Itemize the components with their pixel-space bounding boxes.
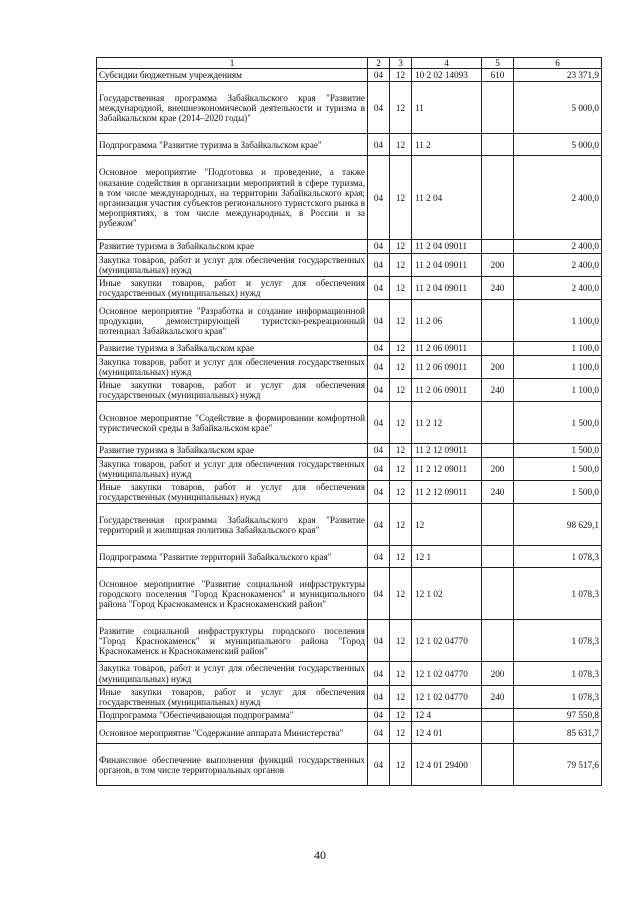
row-expense-type: 240 (482, 277, 514, 300)
row-amount: 1 078,3 (514, 568, 602, 620)
row-target-code: 12 1 02 04770 (412, 662, 482, 685)
header-col-1: 1 (97, 58, 368, 69)
row-expense-type (482, 300, 514, 342)
row-amount: 5 000,0 (514, 134, 602, 156)
row-subsection: 12 (390, 744, 412, 786)
table-row (97, 568, 602, 620)
table-row (97, 722, 602, 744)
row-expense-type (482, 342, 514, 355)
row-expense-type (482, 722, 514, 744)
row-target-code: 11 (412, 82, 482, 134)
row-expense-type (482, 709, 514, 722)
table-row (97, 69, 602, 82)
table-row (97, 662, 602, 685)
row-target-code: 12 1 02 (412, 568, 482, 620)
row-subsection: 12 (390, 457, 412, 480)
row-target-code: 11 2 04 09011 (412, 240, 482, 253)
row-name: Субсидии бюджетным учреждениям (97, 69, 368, 82)
row-expense-type (482, 744, 514, 786)
header-col-3: 3 (390, 58, 412, 69)
row-name: Основное мероприятие "Подготовка и проведение, а также оказание содействия в организации мероприятий в сфере туризма, в том числе международных, на территории Забайкальского края; организация участия субъектов регионального туристского рынка в мероприятиях, в том числе международных, в России и за рубежом" (97, 156, 368, 240)
row-name: Иные закупки товаров, работ и услуг для обеспечения государственных (муниципальных) нужд (97, 685, 368, 708)
row-subsection: 12 (390, 444, 412, 457)
header-col-2: 2 (368, 58, 390, 69)
row-name: Основное мероприятие "Развитие социальной инфраструктуры городского поселения "Город Краснокаменск" и муниципального района "Город Краснокаменск и Краснокаменский район" (97, 568, 368, 620)
row-name: Иные закупки товаров, работ и услуг для обеспечения государственных (муниципальных) нужд (97, 277, 368, 300)
row-section: 04 (368, 444, 390, 457)
row-expense-type: 240 (482, 685, 514, 708)
row-subsection: 12 (390, 277, 412, 300)
row-expense-type (482, 620, 514, 662)
row-section: 04 (368, 722, 390, 744)
row-amount: 1 078,3 (514, 685, 602, 708)
row-subsection: 12 (390, 69, 412, 82)
row-section: 04 (368, 568, 390, 620)
row-name: Основное мероприятие "Разработка и создание информационной продукции, демонстрирующей туристско-рекреационный потенциал Забайкальского края" (97, 300, 368, 342)
budget-table (96, 57, 602, 786)
row-section: 04 (368, 662, 390, 685)
row-expense-type: 240 (482, 379, 514, 402)
table-row (97, 546, 602, 568)
row-amount: 1 078,3 (514, 662, 602, 685)
row-subsection: 12 (390, 156, 412, 240)
row-name: Финансовое обеспечение выполнения функций государственных органов, в том числе территориальных органов (97, 744, 368, 786)
row-section: 04 (368, 402, 390, 444)
budget-table-body (97, 58, 602, 786)
row-section: 04 (368, 156, 390, 240)
row-name: Закупка товаров, работ и услуг для обеспечения государственных (муниципальных) нужд (97, 457, 368, 480)
table-row (97, 457, 602, 480)
row-section: 04 (368, 342, 390, 355)
row-amount: 1 500,0 (514, 481, 602, 504)
row-expense-type: 200 (482, 253, 514, 276)
row-name: Государственная программа Забайкальского края "Развитие территорий и жилищная политика Забайкальского края" (97, 504, 368, 546)
row-target-code: 11 2 04 (412, 156, 482, 240)
row-name: Развитие туризма в Забайкальском крае (97, 342, 368, 355)
row-section: 04 (368, 504, 390, 546)
row-subsection: 12 (390, 342, 412, 355)
row-subsection: 12 (390, 722, 412, 744)
row-subsection: 12 (390, 685, 412, 708)
row-name: Развитие туризма в Забайкальском крае (97, 240, 368, 253)
row-expense-type (482, 82, 514, 134)
table-row (97, 402, 602, 444)
row-name: Основное мероприятие "Содействие в формировании комфортной туристической среды в Забайкальском крае" (97, 402, 368, 444)
row-amount: 23 371,9 (514, 69, 602, 82)
table-row (97, 744, 602, 786)
row-target-code: 11 2 06 09011 (412, 342, 482, 355)
row-name: Развитие социальной инфраструктуры городского поселения "Город Краснокаменск" и муниципального района "Город Краснокаменск и Краснокаменский район" (97, 620, 368, 662)
row-section: 04 (368, 709, 390, 722)
row-subsection: 12 (390, 82, 412, 134)
row-subsection: 12 (390, 355, 412, 378)
row-section: 04 (368, 744, 390, 786)
row-subsection: 12 (390, 568, 412, 620)
row-target-code: 11 2 12 09011 (412, 481, 482, 504)
row-target-code: 11 2 04 09011 (412, 277, 482, 300)
row-name: Основное мероприятие "Содержание аппарата Министерства" (97, 722, 368, 744)
row-target-code: 11 2 (412, 134, 482, 156)
row-section: 04 (368, 685, 390, 708)
row-amount: 1 100,0 (514, 342, 602, 355)
row-section: 04 (368, 277, 390, 300)
row-name: Подпрограмма "Обеспечивающая подпрограмма" (97, 709, 368, 722)
row-target-code: 12 1 02 04770 (412, 685, 482, 708)
row-target-code: 11 2 04 09011 (412, 253, 482, 276)
row-name: Подпрограмма "Развитие туризма в Забайкальском крае" (97, 134, 368, 156)
row-subsection: 12 (390, 662, 412, 685)
row-subsection: 12 (390, 134, 412, 156)
row-target-code: 12 4 01 (412, 722, 482, 744)
row-expense-type: 240 (482, 481, 514, 504)
row-target-code: 12 4 01 29400 (412, 744, 482, 786)
row-expense-type: 200 (482, 457, 514, 480)
row-name: Государственная программа Забайкальского края "Развитие международной, внешнеэкономической деятельности и туризма в Забайкальском крае (2014–2020 годы)" (97, 82, 368, 134)
row-expense-type: 610 (482, 69, 514, 82)
row-amount: 1 078,3 (514, 620, 602, 662)
row-section: 04 (368, 620, 390, 662)
row-amount: 97 550,8 (514, 709, 602, 722)
table-row (97, 709, 602, 722)
row-subsection: 12 (390, 481, 412, 504)
row-subsection: 12 (390, 546, 412, 568)
table-row (97, 240, 602, 253)
row-subsection: 12 (390, 402, 412, 444)
row-amount: 5 000,0 (514, 82, 602, 134)
row-target-code: 12 4 (412, 709, 482, 722)
row-amount: 2 400,0 (514, 156, 602, 240)
table-row (97, 82, 602, 134)
row-amount: 2 400,0 (514, 240, 602, 253)
row-expense-type (482, 568, 514, 620)
row-section: 04 (368, 69, 390, 82)
row-amount: 1 100,0 (514, 379, 602, 402)
row-target-code: 11 2 12 09011 (412, 444, 482, 457)
row-amount: 79 517,6 (514, 744, 602, 786)
row-section: 04 (368, 240, 390, 253)
row-name: Закупка товаров, работ и услуг для обеспечения государственных (муниципальных) нужд (97, 355, 368, 378)
row-amount: 1 500,0 (514, 402, 602, 444)
row-target-code: 11 2 12 09011 (412, 457, 482, 480)
row-target-code: 12 1 02 04770 (412, 620, 482, 662)
row-name: Развитие туризма в Забайкальском крае (97, 444, 368, 457)
row-expense-type (482, 156, 514, 240)
row-name: Иные закупки товаров, работ и услуг для обеспечения государственных (муниципальных) нужд (97, 379, 368, 402)
table-row (97, 277, 602, 300)
row-name: Подпрограмма "Развитие территорий Забайкальского края" (97, 546, 368, 568)
row-target-code: 12 1 (412, 546, 482, 568)
row-section: 04 (368, 481, 390, 504)
row-amount: 85 631,7 (514, 722, 602, 744)
row-expense-type (482, 240, 514, 253)
row-amount: 1 100,0 (514, 300, 602, 342)
row-section: 04 (368, 253, 390, 276)
row-expense-type (482, 444, 514, 457)
row-section: 04 (368, 82, 390, 134)
row-amount: 98 629,1 (514, 504, 602, 546)
row-name: Иные закупки товаров, работ и услуг для обеспечения государственных (муниципальных) нужд (97, 481, 368, 504)
table-row (97, 134, 602, 156)
row-target-code: 11 2 06 09011 (412, 379, 482, 402)
row-section: 04 (368, 134, 390, 156)
row-amount: 1 500,0 (514, 444, 602, 457)
table-row (97, 379, 602, 402)
table-row (97, 253, 602, 276)
row-subsection: 12 (390, 504, 412, 546)
row-amount: 1 100,0 (514, 355, 602, 378)
row-name: Закупка товаров, работ и услуг для обеспечения государственных (муниципальных) нужд (97, 253, 368, 276)
table-row (97, 342, 602, 355)
row-expense-type: 200 (482, 662, 514, 685)
table-row (97, 504, 602, 546)
row-section: 04 (368, 546, 390, 568)
table-row (97, 355, 602, 378)
table-row (97, 156, 602, 240)
row-section: 04 (368, 379, 390, 402)
row-expense-type: 200 (482, 355, 514, 378)
row-subsection: 12 (390, 253, 412, 276)
row-subsection: 12 (390, 240, 412, 253)
header-col-4: 4 (412, 58, 482, 69)
table-row (97, 444, 602, 457)
table-header-row (97, 58, 602, 69)
table-row (97, 620, 602, 662)
row-target-code: 10 2 02 14093 (412, 69, 482, 82)
row-subsection: 12 (390, 379, 412, 402)
row-section: 04 (368, 457, 390, 480)
row-subsection: 12 (390, 620, 412, 662)
row-target-code: 12 (412, 504, 482, 546)
row-amount: 2 400,0 (514, 253, 602, 276)
row-expense-type (482, 402, 514, 444)
row-amount: 1 500,0 (514, 457, 602, 480)
header-col-5: 5 (482, 58, 514, 69)
row-subsection: 12 (390, 300, 412, 342)
table-row (97, 481, 602, 504)
table-row (97, 685, 602, 708)
row-amount: 2 400,0 (514, 277, 602, 300)
row-subsection: 12 (390, 709, 412, 722)
row-target-code: 11 2 12 (412, 402, 482, 444)
row-expense-type (482, 546, 514, 568)
row-section: 04 (368, 300, 390, 342)
row-target-code: 11 2 06 09011 (412, 355, 482, 378)
page-number: 40 (314, 848, 326, 862)
header-col-6: 6 (514, 58, 602, 69)
row-name: Закупка товаров, работ и услуг для обеспечения государственных (муниципальных) нужд (97, 662, 368, 685)
row-expense-type (482, 134, 514, 156)
row-expense-type (482, 504, 514, 546)
table-row (97, 300, 602, 342)
row-section: 04 (368, 355, 390, 378)
row-amount: 1 078,3 (514, 546, 602, 568)
row-target-code: 11 2 06 (412, 300, 482, 342)
